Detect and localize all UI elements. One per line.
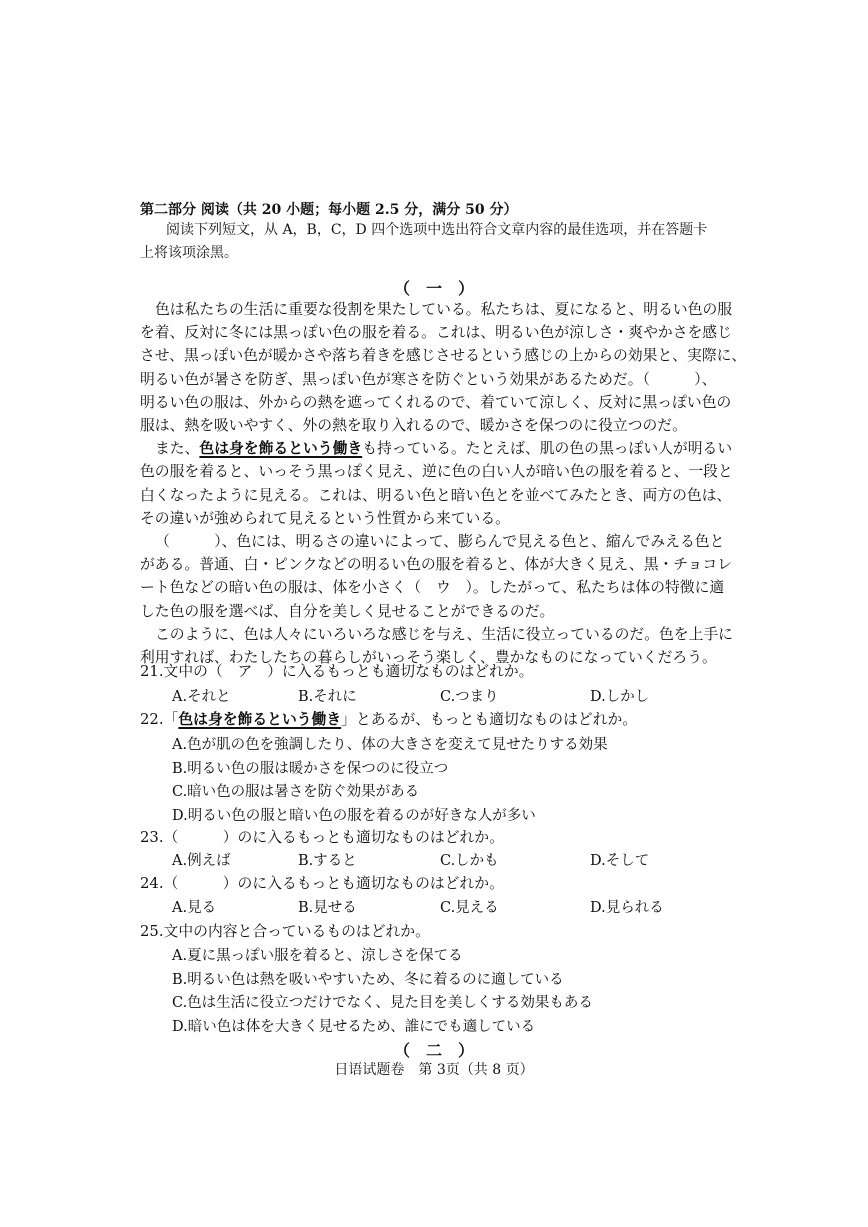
- instruction-line: 上将该项涂黑。: [140, 245, 238, 261]
- question-text: 文中の内容と合っているものはどれか。: [163, 923, 430, 940]
- passage-number-2: （ 二 ）: [393, 1041, 474, 1060]
- reading-passage: [140, 298, 760, 669]
- passage-text: も持っている。たとえば、肌の色の黒っぽい人が明るい: [362, 440, 733, 458]
- question-text: 文中の（ ア ）に入るもっとも適切なものはどれか。: [163, 663, 534, 680]
- passage-line: 色の服を着ると、いっそう黒っぽく見え、逆に色の白い人が暗い色の服を着ると、一段と: [140, 463, 733, 481]
- passage-line: 利用すれば、わたしたちの暮らしがいっそう楽しく、豊かなものになっていくだろう。: [140, 649, 717, 667]
- question-text: 」とあるが、もっとも適切なものはどれか。: [341, 711, 638, 728]
- question-number: 24.: [140, 875, 164, 892]
- option-24-a[interactable]: A.見る: [172, 900, 217, 916]
- passage-line: 服は、熱を吸いやすく、外の熱を取り入れるので、暖かさを保つのに役立つのだ。: [140, 417, 687, 435]
- section-header: 第二部分 阅读（共 20 小题；每小题 2.5 分，满分 50 分）: [140, 202, 518, 218]
- option-25-b[interactable]: B.明るい色は熱を吸いやすいため、冬に着るのに適している: [172, 972, 564, 988]
- question-number: 22.: [140, 711, 164, 728]
- option-25-d[interactable]: D.暗い色は体を大きく見せるため、誰にでも適している: [172, 1019, 536, 1035]
- option-24-b[interactable]: B.見せる: [298, 900, 357, 916]
- passage-line: その違いが強められて見えるという性質から来ている。: [140, 509, 510, 527]
- option-24-c[interactable]: C.見える: [440, 900, 499, 916]
- option-21-a[interactable]: A.それと: [172, 689, 231, 705]
- passage-line: がある。普通、白・ピンクなどの明るい色の服を着ると、体が大きく見え、黒・チョコレ: [140, 556, 733, 574]
- passage-text: また、: [155, 440, 200, 458]
- question-number: 23.: [140, 829, 164, 846]
- passage-line: 明るい色の服は、外からの熱を遮ってくれるので、着ていて涼しく、反対に黒っぽい色の: [140, 393, 732, 411]
- passage-line: した色の服を選べば、自分を美しく見せることができるのだ。: [140, 602, 555, 620]
- question-25: [140, 920, 430, 941]
- option-23-d[interactable]: D.そして: [590, 853, 650, 869]
- passage-line: （ ）、色には、明るさの違いによって、膨らんで見える色と、縮んでみえる色と: [155, 533, 725, 551]
- question-text: 「: [163, 711, 179, 728]
- question-text: （ ）のに入るもっとも適切なものはどれか。: [163, 875, 504, 892]
- instructions: [140, 219, 740, 265]
- question-24: [140, 872, 504, 893]
- page-footer: 日语试题卷 第 3页（共 8 页）: [334, 1062, 534, 1078]
- question-21: [140, 660, 533, 681]
- option-23-b[interactable]: B.すると: [298, 853, 357, 869]
- passage-number: （ 一 ）: [393, 279, 474, 298]
- question-number: 21.: [140, 663, 164, 680]
- question-23: [140, 826, 504, 847]
- option-22-d[interactable]: D.明るい色の服と暗い色の服を着るのが好きな人が多い: [172, 808, 536, 824]
- passage-line: 白くなったように見える。これは、明るい色と暗い色とを並べてみたとき、両方の色は、: [140, 486, 732, 504]
- question-22: [140, 708, 637, 729]
- instruction-line: 阅读下列短文，从 A，B，C，D 四个选项中选出符合文章内容的最佳选项，并在答题卡: [166, 222, 708, 238]
- option-21-d[interactable]: D.しかし: [590, 689, 650, 705]
- passage-line: を着、反対に冬には黒っぽい色の服を着る。これは、明るい色が涼しさ・爽やかさを感じ: [140, 324, 732, 342]
- option-22-b[interactable]: B.明るい色の服は暖かさを保つのに役立つ: [172, 761, 449, 777]
- passage-line: このように、色は人々にいろいろな感じを与え、生活に役立っているのだ。色を上手に: [155, 625, 733, 643]
- underlined-phrase: 色は身を飾るという働き: [178, 711, 342, 728]
- option-25-a[interactable]: A.夏に黒っぽい服を着ると、涼しさを保てる: [172, 948, 463, 964]
- option-23-c[interactable]: C.しかも: [440, 853, 499, 869]
- passage-line: ート色などの暗い色の服は、体を小さく（ ウ ）。したがって、私たちは体の特徴に適: [140, 579, 725, 597]
- question-text: （ ）のに入るもっとも適切なものはどれか。: [163, 829, 504, 846]
- option-21-c[interactable]: C.つまり: [440, 689, 499, 705]
- underlined-phrase: 色は身を飾るという働き: [199, 440, 363, 458]
- option-24-d[interactable]: D.見られる: [590, 900, 664, 916]
- question-number: 25.: [140, 923, 164, 940]
- option-23-a[interactable]: A.例えば: [172, 853, 231, 869]
- option-25-c[interactable]: C.色は生活に役立つだけでなく、見た目を美しくする効果もある: [172, 995, 593, 1011]
- option-22-a[interactable]: A.色が肌の色を強調したり、体の大きさを変えて見せたりする効果: [172, 737, 608, 753]
- option-22-c[interactable]: C.暗い色の服は暑さを防ぐ効果がある: [172, 784, 420, 800]
- passage-line: 明るい色が暑さを防ぎ、黒っぽい色が寒さを防ぐという効果があるためだ。（ ）、: [140, 370, 717, 388]
- option-21-b[interactable]: B.それに: [298, 689, 357, 705]
- passage-line: させ、黒っぽい色が暖かさや落ち着きを感じさせるという感じの上からの効果と、実際に、: [140, 347, 747, 365]
- passage-line: [140, 437, 760, 460]
- passage-line: 色は私たちの生活に重要な役割を果たしている。私たちは、夏になると、明るい色の服: [155, 301, 733, 318]
